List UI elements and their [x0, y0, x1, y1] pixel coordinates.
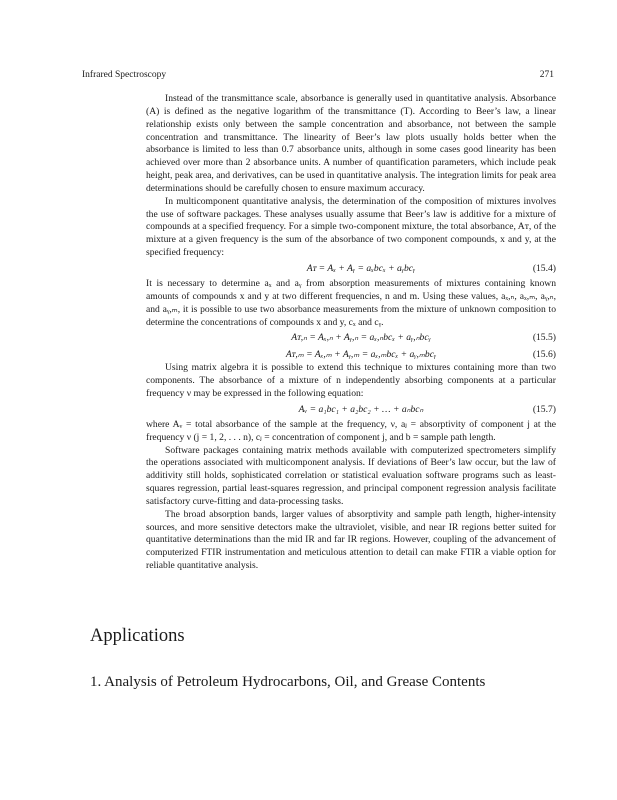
paragraph: The broad absorption bands, larger values of absorptivity and sample path length, higher-intensity sources, and more sensitive detectors make the ultraviolet, visible, and near IR regions better suited for quantitative determinations than the mid IR and far IR regions. However, coupling of the advancement of computerized FTIR instrumentation and meticulous attention to detail can make FTIR a viable option for reliable quantitative analysis. — [146, 508, 556, 572]
paragraph: It is necessary to determine aₓ and aᵧ from absorption measurements of mixtures containing known amounts of compounds x and y at two different frequencies, n and m. Using these values, aₓ,ₙ, aₓ,ₘ, aᵧ,ₙ, and aᵧ,ₘ, it is possible to use two absorbance measurements from the mixture of unknown composition to determine the concentrations of compounds x and y, cₓ and cᵧ. — [146, 277, 556, 328]
equation-15-7 — [146, 401, 556, 419]
equation-formula: Aᴛ,ₙ = Aₓ,ₙ + Aᵧ,ₙ = aₓ,ₙbcₓ + aᵧ,ₙbcᵧ — [291, 332, 431, 344]
equation-number: (15.5) — [532, 332, 556, 344]
paragraph: Using matrix algebra it is possible to extend this technique to mixtures containing more than two components. The absorbance of a mixture of n independently absorbing components at a particular frequency ν may be expressed in the following equation: — [146, 362, 556, 400]
page-number: 271 — [539, 70, 554, 80]
equation-15-5 — [146, 329, 556, 347]
equation-formula: Aᵥ = a₁bc₁ + a₂bc₂ + … + aₙbcₙ — [298, 403, 424, 415]
equation-number: (15.4) — [532, 262, 556, 274]
paragraph: where Aᵥ = total absorbance of the sample at the frequency, ν, aⱼ = absorptivity of component j at the frequency ν (j = 1, 2, . . . n), cⱼ = concentration of component j, and b = sample path length. — [146, 418, 556, 443]
equation-formula: Aᴛ,ₘ = Aₓ,ₘ + Aᵧ,ₘ = aₓ,ₘbcₓ + aᵧ,ₘbcᵧ — [285, 349, 437, 361]
equation-number: (15.7) — [532, 403, 556, 415]
equation-15-4 — [146, 260, 556, 278]
body-text — [146, 93, 556, 573]
paragraph: Instead of the transmittance scale, absorbance is generally used in quantitative analysis. Absorbance (A) is defined as the negative logarithm of the transmittance (T). According to Beer’s law, a linear relationship exists only between the sample concentration and absorbance, not between the sample concentration and transmittance. The linearity of Beer’s law plots usually holds better when the absorbance is limited to less than 0.7 absorbance units, although in some cases good linearity has been achieved over more than 2 absorbance units. A number of quantification parameters, which include peak height, peak area, and derivatives, can be used in quantitative analysis. The integration limits for peak area determinations should be carefully chosen to ensure maximum accuracy. — [146, 93, 556, 194]
running-header-title: Infrared Spectroscopy — [82, 70, 167, 80]
section-heading: Applications — [90, 626, 185, 646]
subsection-heading: 1. Analysis of Petroleum Hydrocarbons, Oil, and Grease Contents — [90, 674, 486, 690]
equation-formula: Aᴛ = Aₓ + Aᵧ = aₓbcₓ + aᵧbcᵧ — [306, 262, 416, 274]
paragraph: Software packages containing matrix methods available with computerized spectrometers simplify the operations associated with multicomponent analysis. If deviations of Beer’s law occur, but the law of additivity still holds, sophisticated correlation or statistical evaluation software programs such as least-squares regression, partial least-squares regression, and principal component regression analysis facilitate satisfactory curve-fitting and data-processing tasks. — [146, 444, 556, 507]
equation-15-6 — [146, 347, 556, 362]
equation-number: (15.6) — [532, 349, 556, 361]
paragraph: In multicomponent quantitative analysis, the determination of the composition of mixtures involves the use of software packages. These analyses usually assume that Beer’s law is additive for a mixture of compounds at a specified frequency. For a simple two-component mixture, the total absorbance, Aᴛ, of the mixture at a given frequency is the sum of the absorbance of two component compounds, x and y, at the specified frequency: — [146, 195, 556, 259]
